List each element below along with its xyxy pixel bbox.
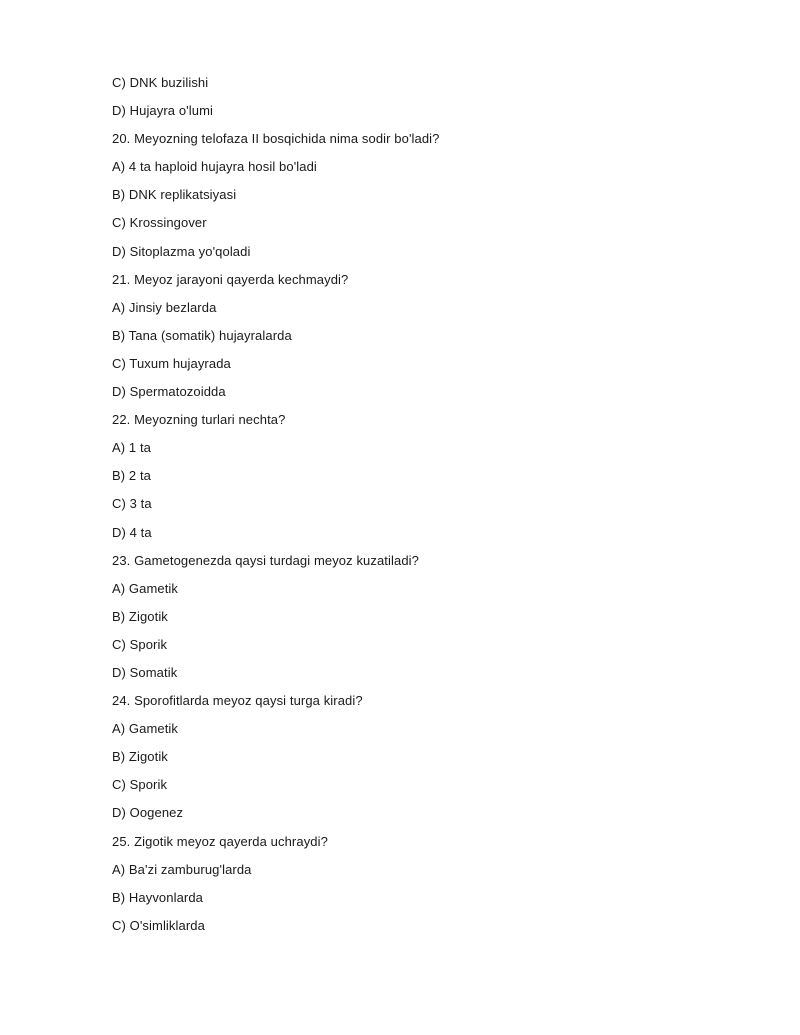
answer-option-22d: D) 4 ta [112, 524, 152, 540]
answer-option-25a: A) Ba'zi zamburug'larda [112, 861, 252, 877]
answer-option-21b: B) Tana (somatik) hujayralarda [112, 327, 292, 343]
answer-option-25c: C) O'simliklarda [112, 917, 205, 933]
answer-option-20b: B) DNK replikatsiyasi [112, 187, 237, 203]
answer-option-24a: A) Gametik [112, 721, 179, 737]
question-21: 21. Meyoz jarayoni qayerda kechmaydi? [112, 271, 349, 287]
answer-option-21d: D) Spermatozoidda [112, 384, 226, 400]
answer-option-19c: C) DNK buzilishi [112, 75, 209, 90]
question-20: 20. Meyozning telofaza II bosqichida nima sodir bo'ladi? [112, 131, 440, 147]
question-23: 23. Gametogenezda qaysi turdagi meyoz kuzatiladi? [112, 552, 419, 568]
answer-option-22b: B) 2 ta [112, 468, 151, 484]
question-24: 24. Sporofitlarda meyoz qaysi turga kiradi? [112, 693, 363, 709]
answer-option-22c: C) 3 ta [112, 496, 152, 512]
question-25: 25. Zigotik meyoz qayerda uchraydi? [112, 833, 328, 849]
answer-option-21a: A) Jinsiy bezlarda [112, 299, 217, 315]
answer-option-22a: A) 1 ta [112, 440, 151, 456]
answer-option-20c: C) Krossingover [112, 215, 207, 231]
answer-option-24d: D) Oogenez [112, 805, 184, 821]
answer-option-20a: A) 4 ta haploid hujayra hosil bo'ladi [112, 159, 317, 175]
answer-option-25b: B) Hayvonlarda [112, 889, 203, 905]
answer-option-19d: D) Hujayra o'lumi [112, 103, 213, 119]
answer-option-20d: D) Sitoplazma yo'qoladi [112, 243, 251, 259]
question-22: 22. Meyozning turlari nechta? [112, 412, 286, 428]
answer-option-23d: D) Somatik [112, 664, 178, 680]
question-list [112, 72, 732, 943]
answer-option-23a: A) Gametik [112, 580, 179, 596]
answer-option-24c: C) Sporik [112, 777, 168, 793]
answer-option-21c: C) Tuxum hujayrada [112, 355, 231, 371]
answer-option-23b: B) Zigotik [112, 608, 168, 624]
answer-option-24b: B) Zigotik [112, 749, 168, 765]
answer-option-23c: C) Sporik [112, 636, 168, 652]
